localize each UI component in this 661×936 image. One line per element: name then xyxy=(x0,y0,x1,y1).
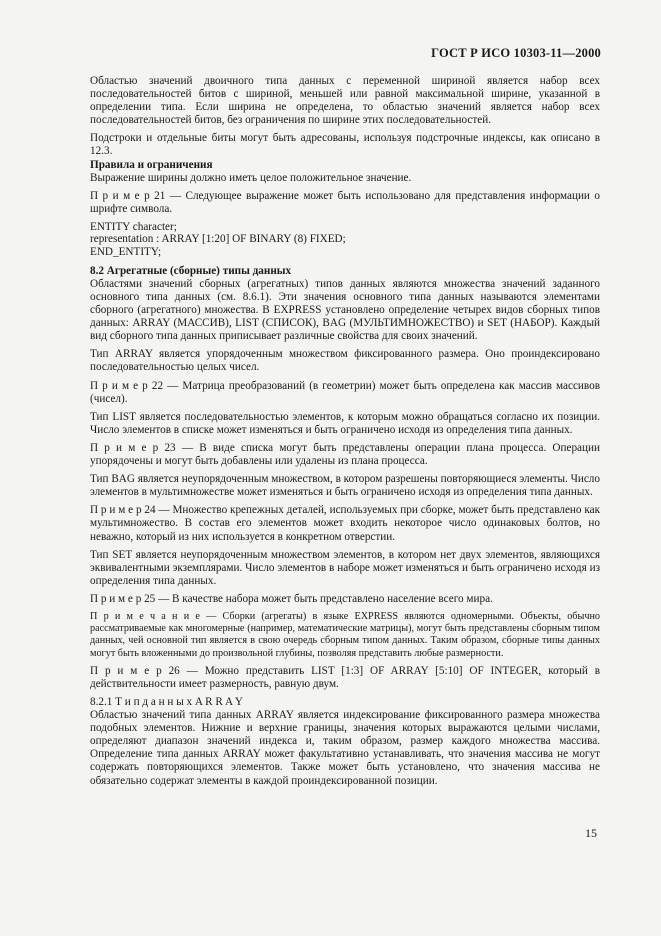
example-23: П р и м е р 23 — В виде списка могут быть представлены операции плана процесса. Операции упорядочены и могут быть добавлены или удалены из плана процесса. xyxy=(90,441,600,468)
code-block xyxy=(90,221,600,258)
subheading-rules: Правила и ограничения xyxy=(90,158,213,171)
paragraph: Тип ARRAY является упорядоченным множеством фиксированного размера. Оно проиндексировано последовательностью целых чисел. xyxy=(90,348,600,374)
example-24: П р и м е р 24 — Множество крепежных деталей, используемых при сборке, может быть представлено как мультимножество. В состав его элементов может входить некоторое число одинаковых болтов, но неважно, который из них используется в конкретном отверстии. xyxy=(90,504,600,543)
paragraph: Тип SET является неупорядоченным множеством элементов, в котором нет двух элементов, являющихся эквивалентными экземплярами. Число элементов в наборе может изменяться и быть ограничено исходя из определения типа данных. xyxy=(90,548,600,587)
example-22: П р и м е р 22 — Матрица преобразований (в геометрии) может быть определена как массив массивов (чисел). xyxy=(90,379,600,405)
note: П р и м е ч а н и е — Сборки (агрегаты) в языке EXPRESS являются одномерными. Объекты, обычно рассматриваемые как многомерные (например, математические матрицы), могут быть представлены сборным типом данных, чей основной тип является в свою очередь сборным типом данных. Таким образом, сборные типы данных могут быть вложенными до произвольной глубины, позволяя представить любые размерности. xyxy=(90,610,600,659)
paragraph: Областями значений сборных (агрегатных) типов данных являются множества значений заданного основного типа данных (см. 8.6.1). Эти значения основного типа данных называются элементами сборного (агрегатного) множества. В EXPRESS установлено определение четырех видов сборных типов данных: ARRAY (МАССИВ), LIST (СПИСОК), BAG (МУЛЬТИМНОЖЕСТВО) и SET (НАБОР). Каждый вид сборного типа данных приписывает различные свойства для своих значений. xyxy=(90,277,600,343)
code-line: ENTITY character; xyxy=(90,220,177,233)
example-21: П р и м е р 21 — Следующее выражение может быть использовано для представления информации о шрифте символа. xyxy=(90,189,600,215)
paragraph: Тип BAG является неупорядоченным множеством, в котором разрешены повторяющиеся элементы. Число элементов в мультимножестве может изменяться и быть ограничено исходя из определения типа данных. xyxy=(90,473,600,499)
paragraph: Областью значений типа данных ARRAY является индексирование фиксированного размера множества подобных элементов. Нижние и верхние границы, значения которых выражаются целыми числами, определяют диапазон значений индекса и, таким образом, размер каждого множества массива. Определение типа данных ARRAY может факультативно устанавливать, что значения массива не могут содержать повторяющихся элементов. Также может быть установлено, что значения массива не обязательно содержат элементы в каждой проиндексированной позиции. xyxy=(90,709,600,787)
section-heading-8-2-1: 8.2.1 Т и п д а н н ы х A R R A Y xyxy=(90,695,243,708)
example-25: П р и м е р 25 — В качестве набора может быть представлено население всего мира. xyxy=(90,592,493,605)
paragraph: Областью значений двоичного типа данных с переменной шириной является набор всех последовательностей битов с шириной, меньшей или равной максимальной ширине, указанной в определении типа. Если ширина не определена, то областью значений является набор всех последовательностей битов, без ограничения по ширине этих последовательностей. xyxy=(90,75,600,127)
code-line: representation : ARRAY [1:20] OF BINARY (8) FIXED; xyxy=(90,233,346,246)
example-26: П р и м е р 26 — Можно представить LIST [1:3] OF ARRAY [5:10] OF INTEGER, который в действительности имеет размерность, равную двум. xyxy=(90,664,600,690)
document-header: ГОСТ Р ИСО 10303-11—2000 xyxy=(431,46,601,60)
page-content xyxy=(90,75,600,788)
paragraph: Тип LIST является последовательностью элементов, к которым можно обращаться согласно их позиции. Число элементов в списке может изменяться и быть ограничено исходя из определения типа данных. xyxy=(90,410,600,436)
paragraph: Выражение ширины должно иметь целое положительное значение. xyxy=(90,171,412,184)
page-number: 15 xyxy=(585,826,597,840)
section-heading-8-2: 8.2 Агрегатные (сборные) типы данных xyxy=(90,264,292,277)
paragraph: Подстроки и отдельные биты могут быть адресованы, используя подстрочные индексы, как описано в 12.3. xyxy=(90,132,600,158)
code-line: END_ENTITY; xyxy=(90,245,162,258)
